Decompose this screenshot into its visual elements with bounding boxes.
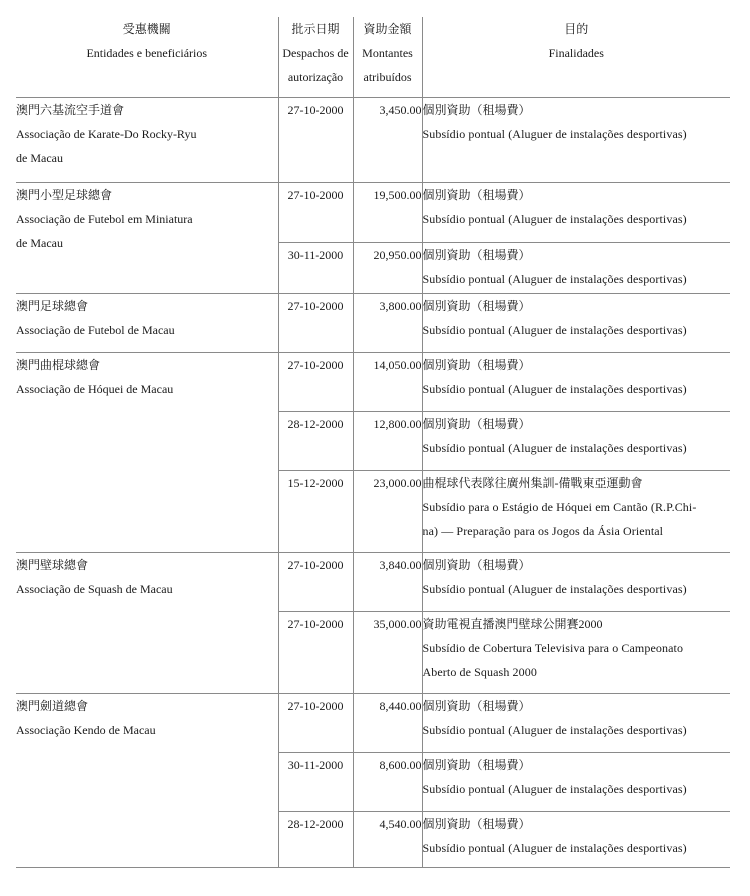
purpose-zh: 個別資助（租場費） [422,758,531,772]
entity-cell [16,183,278,294]
amount-cell: 4,540.00 [353,812,422,868]
entity-name-pt: de Macau [16,151,63,165]
header-date-pt-1: Despachos de [282,46,349,60]
amount-cell: 3,840.00 [353,553,422,612]
entity-name-pt: Associação de Squash de Macau [16,582,173,596]
purpose-cell [422,294,730,353]
purpose-pt: Subsídio de Cobertura Televisiva para o Campeonato [422,641,684,655]
purpose-zh: 個別資助（租場費） [422,417,531,431]
header-purpose-pt: Finalidades [548,46,604,60]
entity-name-pt: Associação de Karate-Do Rocky-Ryu [16,127,197,141]
purpose-pt: Subsídio pontual (Aluguer de instalações desportivas) [422,782,687,796]
purpose-pt: na) — Preparação para os Jogos da Ásia Oriental [422,524,664,538]
purpose-zh: 個別資助（租場費） [422,248,531,262]
date-cell: 30-11-2000 [278,243,353,294]
table-header-row [16,17,730,98]
date-cell: 27-10-2000 [278,98,353,183]
purpose-zh: 個別資助（租場費） [422,358,531,372]
purpose-cell [422,753,730,812]
entity-cell [16,353,278,553]
purpose-cell [422,553,730,612]
entity-cell [16,98,278,183]
header-amount-zh: 資助金額 [363,22,412,36]
purpose-pt: Subsídio pontual (Aluguer de instalações desportivas) [422,441,687,455]
header-amount-pt-1: Montantes [362,46,413,60]
purpose-zh: 個別資助（租場費） [422,817,531,831]
amount-cell: 3,800.00 [353,294,422,353]
table-row [16,98,730,183]
header-date-zh: 批示日期 [291,22,340,36]
entity-name-zh: 澳門劍道總會 [16,699,89,713]
entity-cell [16,294,278,353]
date-cell: 27-10-2000 [278,183,353,243]
purpose-cell [422,612,730,694]
entity-name-pt: Associação de Futebol de Macau [16,323,175,337]
entity-name-pt: Associação de Futebol em Miniatura [16,212,193,226]
purpose-pt: Subsídio pontual (Aluguer de instalações desportivas) [422,212,687,226]
entity-name-zh: 澳門曲棍球總會 [16,358,101,372]
amount-cell: 23,000.00 [353,471,422,553]
date-cell: 28-12-2000 [278,812,353,868]
entity-cell [16,553,278,694]
date-cell: 15-12-2000 [278,471,353,553]
purpose-zh: 個別資助（租場費） [422,188,531,202]
entity-name-pt: Associação de Hóquei de Macau [16,382,174,396]
purpose-pt: Subsídio para o Estágio de Hóquei em Cantão (R.P.Chi- [422,500,697,514]
grants-table [16,17,730,868]
purpose-pt: Subsídio pontual (Aluguer de instalações desportivas) [422,272,687,286]
purpose-zh: 曲棍球代表隊往廣州集訓-備戰東亞運動會 [422,476,643,490]
amount-cell: 12,800.00 [353,412,422,471]
entity-name-zh: 澳門壁球總會 [16,558,89,572]
purpose-zh: 個別資助（租場費） [422,299,531,313]
table-row [16,183,730,243]
amount-cell: 35,000.00 [353,612,422,694]
purpose-zh: 資助電視直播澳門壁球公開賽2000 [422,617,603,631]
date-cell: 30-11-2000 [278,753,353,812]
amount-cell: 19,500.00 [353,183,422,243]
amount-cell: 20,950.00 [353,243,422,294]
table-row [16,694,730,753]
date-cell: 28-12-2000 [278,412,353,471]
purpose-pt: Aberto de Squash 2000 [422,665,537,679]
header-amount [353,17,422,98]
date-cell: 27-10-2000 [278,612,353,694]
purpose-cell [422,183,730,243]
header-amount-pt-2: atribuídos [363,70,412,84]
purpose-pt: Subsídio pontual (Aluguer de instalações desportivas) [422,323,687,337]
date-cell: 27-10-2000 [278,553,353,612]
amount-cell: 8,440.00 [353,694,422,753]
purpose-pt: Subsídio pontual (Aluguer de instalações desportivas) [422,841,687,855]
header-date-pt-2: autorização [287,70,344,84]
header-purpose [422,17,730,98]
entity-name-pt: de Macau [16,236,63,250]
entity-cell [16,694,278,868]
purpose-zh: 個別資助（租場費） [422,558,531,572]
purpose-cell [422,812,730,868]
header-entity-pt: Entidades e beneficiários [86,46,208,60]
amount-cell: 8,600.00 [353,753,422,812]
purpose-cell [422,694,730,753]
table-row [16,294,730,353]
date-cell: 27-10-2000 [278,694,353,753]
purpose-zh: 個別資助（租場費） [422,699,531,713]
header-date [278,17,353,98]
entity-name-zh: 澳門足球總會 [16,299,89,313]
purpose-pt: Subsídio pontual (Aluguer de instalações desportivas) [422,382,687,396]
purpose-cell [422,353,730,412]
date-cell: 27-10-2000 [278,294,353,353]
purpose-cell [422,412,730,471]
table-row [16,553,730,612]
entity-name-zh: 澳門六基流空手道會 [16,103,125,117]
entity-name-zh: 澳門小型足球總會 [16,188,113,202]
date-cell: 27-10-2000 [278,353,353,412]
header-entity [16,17,278,98]
table-row [16,353,730,412]
entity-name-pt: Associação Kendo de Macau [16,723,156,737]
purpose-pt: Subsídio pontual (Aluguer de instalações desportivas) [422,723,687,737]
purpose-cell [422,243,730,294]
purpose-pt: Subsídio pontual (Aluguer de instalações desportivas) [422,127,687,141]
purpose-zh: 個別資助（租場費） [422,103,531,117]
purpose-pt: Subsídio pontual (Aluguer de instalações desportivas) [422,582,687,596]
header-entity-zh: 受惠機關 [122,22,171,36]
purpose-cell [422,471,730,553]
amount-cell: 14,050.00 [353,353,422,412]
amount-cell: 3,450.00 [353,98,422,183]
header-purpose-zh: 目的 [564,22,589,36]
purpose-cell [422,98,730,183]
